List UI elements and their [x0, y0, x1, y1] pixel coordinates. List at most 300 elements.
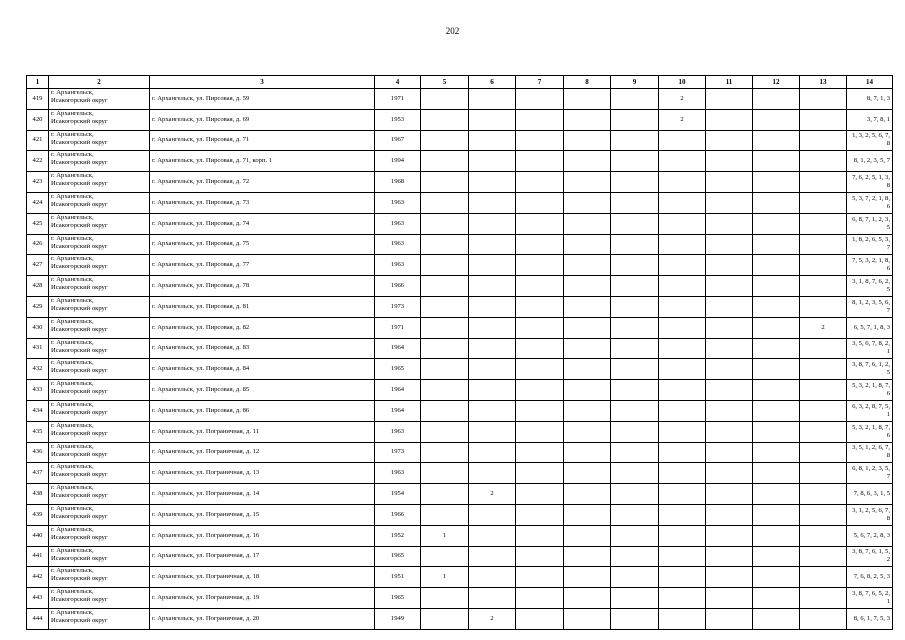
col-12-cell: [753, 338, 800, 359]
row-number-cell: 442: [27, 567, 49, 588]
col-6-cell: [469, 400, 516, 421]
row-number-cell: 428: [27, 276, 49, 297]
row-number-cell: 431: [27, 338, 49, 359]
row-number-cell: 420: [27, 109, 49, 130]
col-12-cell: [753, 359, 800, 380]
locality-district: Исакогорский округ: [51, 596, 108, 604]
col-6-cell: [469, 546, 516, 567]
locality-city: г. Архангельск,: [51, 567, 94, 575]
col-6-cell: 2: [469, 484, 516, 505]
locality-district: Исакогорский округ: [51, 159, 108, 167]
year-cell: 1952: [375, 525, 421, 546]
col-8-cell: [564, 463, 611, 484]
locality-district: Исакогорский округ: [51, 325, 108, 333]
codes-cell: 3, 1, 2, 5, 6, 7, 8: [847, 504, 893, 525]
col-8-cell: [564, 567, 611, 588]
year-cell: 1963: [375, 463, 421, 484]
col-11-cell: [706, 338, 753, 359]
row-number-cell: 432: [27, 359, 49, 380]
col-5-cell: [421, 380, 469, 401]
col-5-cell: [421, 421, 469, 442]
codes-cell: 3, 8, 7, 6, 1, 2, 5: [847, 359, 893, 380]
col-6-cell: [469, 213, 516, 234]
row-number-cell: 421: [27, 130, 49, 151]
col-6-cell: [469, 151, 516, 172]
locality-city: г. Архангельск,: [51, 588, 94, 596]
col-10-cell: [659, 588, 706, 609]
col-5-cell: [421, 317, 469, 338]
col-9-cell: [611, 234, 659, 255]
locality-city: г. Архангельск,: [51, 463, 94, 471]
locality-cell: [49, 400, 150, 421]
column-header-10: 10: [659, 76, 706, 89]
col-12-cell: [753, 588, 800, 609]
col-12-cell: [753, 380, 800, 401]
col-10-cell: [659, 484, 706, 505]
col-9-cell: [611, 525, 659, 546]
col-5-cell: [421, 172, 469, 193]
locality-cell: [49, 546, 150, 567]
col-9-cell: [611, 588, 659, 609]
col-11-cell: [706, 567, 753, 588]
column-header-2: 2: [49, 76, 150, 89]
locality-cell: [49, 213, 150, 234]
codes-cell: 3, 5, 6, 7, 8, 2, 1: [847, 338, 893, 359]
col-9-cell: [611, 172, 659, 193]
row-number-cell: 429: [27, 296, 49, 317]
locality-cell: [49, 130, 150, 151]
col-8-cell: [564, 192, 611, 213]
year-cell: 1963: [375, 192, 421, 213]
col-11-cell: [706, 276, 753, 297]
col-6-cell: [469, 421, 516, 442]
col-8-cell: [564, 234, 611, 255]
col-12-cell: [753, 525, 800, 546]
codes-cell: 6, 8, 1, 2, 3, 5, 7: [847, 463, 893, 484]
col-5-cell: [421, 130, 469, 151]
col-10-cell: [659, 192, 706, 213]
locality-district: Исакогорский округ: [51, 575, 108, 583]
locality-city: г. Архангельск,: [51, 338, 94, 346]
page-number: 202: [445, 26, 460, 36]
codes-cell: 3, 8, 7, 6, 1, 5, 2: [847, 546, 893, 567]
col-8-cell: [564, 546, 611, 567]
row-number-cell: 419: [27, 89, 49, 110]
col-13-cell: [800, 276, 847, 297]
col-6-cell: [469, 276, 516, 297]
col-11-cell: [706, 192, 753, 213]
address-cell: г. Архангельск, ул. Пограничная, д. 17: [150, 546, 375, 567]
col-12-cell: [753, 400, 800, 421]
locality-cell: [49, 317, 150, 338]
column-header-12: 12: [753, 76, 800, 89]
col-11-cell: [706, 484, 753, 505]
col-9-cell: [611, 192, 659, 213]
codes-cell: 8, 1, 2, 3, 5, 6, 7: [847, 296, 893, 317]
row-number-cell: 437: [27, 463, 49, 484]
table-row: [27, 504, 893, 525]
locality-cell: [49, 504, 150, 525]
col-12-cell: [753, 130, 800, 151]
col-10-cell: [659, 525, 706, 546]
col-11-cell: [706, 296, 753, 317]
col-7-cell: [516, 400, 564, 421]
table-row: [27, 276, 893, 297]
locality-city: г. Архангельск,: [51, 504, 94, 512]
codes-cell: 3, 7, 8, 1: [847, 109, 893, 130]
col-10-cell: [659, 442, 706, 463]
col-5-cell: [421, 400, 469, 421]
year-cell: 1994: [375, 151, 421, 172]
locality-district: Исакогорский округ: [51, 492, 108, 500]
year-cell: 1971: [375, 89, 421, 110]
col-11-cell: [706, 588, 753, 609]
col-7-cell: [516, 588, 564, 609]
col-6-cell: [469, 359, 516, 380]
year-cell: 1966: [375, 504, 421, 525]
table-row: [27, 567, 893, 588]
locality-cell: [49, 421, 150, 442]
locality-district: Исакогорский округ: [51, 97, 108, 104]
column-header-7: 7: [516, 76, 564, 89]
col-9-cell: [611, 130, 659, 151]
locality-district: Исакогорский округ: [51, 263, 108, 271]
col-10-cell: [659, 276, 706, 297]
locality-city: г. Архангельск,: [51, 130, 94, 138]
row-number-cell: 436: [27, 442, 49, 463]
table-header: [27, 76, 893, 89]
col-13-cell: [800, 296, 847, 317]
col-7-cell: [516, 380, 564, 401]
col-5-cell: [421, 484, 469, 505]
codes-cell: 8, 7, 1, 3: [847, 89, 893, 110]
locality-city: г. Архангельск,: [51, 213, 94, 221]
table-row: [27, 484, 893, 505]
locality-district: Исакогорский округ: [51, 408, 108, 416]
codes-cell: 1, 8, 2, 6, 5, 3, 7: [847, 234, 893, 255]
row-number-cell: 440: [27, 525, 49, 546]
locality-cell: [49, 192, 150, 213]
col-9-cell: [611, 400, 659, 421]
col-13-cell: [800, 463, 847, 484]
locality-city: г. Архангельск,: [51, 89, 94, 96]
col-13-cell: [800, 546, 847, 567]
col-10-cell: [659, 463, 706, 484]
col-9-cell: [611, 380, 659, 401]
col-8-cell: [564, 588, 611, 609]
row-number-cell: 439: [27, 504, 49, 525]
codes-cell: 8, 6, 1, 7, 5, 3: [847, 608, 893, 629]
address-cell: г. Архангельск, ул. Пирсовая, д. 74: [150, 213, 375, 234]
row-number-cell: 443: [27, 588, 49, 609]
locality-district: Исакогорский округ: [51, 346, 108, 354]
locality-cell: [49, 296, 150, 317]
codes-cell: 5, 6, 7, 2, 8, 3: [847, 525, 893, 546]
col-8-cell: [564, 400, 611, 421]
col-10-cell: [659, 380, 706, 401]
locality-cell: [49, 234, 150, 255]
table-row: [27, 463, 893, 484]
codes-cell: 7, 6, 2, 5, 1, 3, 8: [847, 172, 893, 193]
col-11-cell: [706, 546, 753, 567]
col-8-cell: [564, 359, 611, 380]
col-6-cell: [469, 380, 516, 401]
col-10-cell: [659, 255, 706, 276]
col-12-cell: [753, 296, 800, 317]
col-12-cell: [753, 276, 800, 297]
locality-city: г. Архангельск,: [51, 421, 94, 429]
locality-city: г. Архангельск,: [51, 380, 94, 388]
col-8-cell: [564, 213, 611, 234]
col-5-cell: [421, 546, 469, 567]
col-5-cell: [421, 338, 469, 359]
col-13-cell: [800, 400, 847, 421]
address-cell: г. Архангельск, ул. Пограничная, д. 12: [150, 442, 375, 463]
col-11-cell: [706, 172, 753, 193]
col-7-cell: [516, 130, 564, 151]
row-number-cell: 435: [27, 421, 49, 442]
col-5-cell: [421, 588, 469, 609]
col-8-cell: [564, 380, 611, 401]
col-7-cell: [516, 213, 564, 234]
col-7-cell: [516, 234, 564, 255]
col-11-cell: [706, 234, 753, 255]
col-9-cell: [611, 151, 659, 172]
codes-cell: 1, 3, 2, 5, 6, 7, 8: [847, 130, 893, 151]
col-7-cell: [516, 109, 564, 130]
col-12-cell: [753, 151, 800, 172]
locality-cell: [49, 109, 150, 130]
locality-city: г. Архангельск,: [51, 484, 94, 492]
col-8-cell: [564, 504, 611, 525]
col-7-cell: [516, 463, 564, 484]
table-row: [27, 151, 893, 172]
column-header-5: 5: [421, 76, 469, 89]
locality-district: Исакогорский округ: [51, 367, 108, 375]
col-13-cell: [800, 234, 847, 255]
col-10-cell: [659, 317, 706, 338]
locality-district: Исакогорский округ: [51, 304, 108, 312]
locality-cell: [49, 484, 150, 505]
address-cell: г. Архангельск, ул. Пирсовая, д. 85: [150, 380, 375, 401]
address-cell: г. Архангельск, ул. Пирсовая, д. 71, корп. 1: [150, 151, 375, 172]
locality-district: Исакогорский округ: [51, 138, 108, 146]
col-11-cell: [706, 109, 753, 130]
col-7-cell: [516, 192, 564, 213]
address-cell: г. Архангельск, ул. Пограничная, д. 13: [150, 463, 375, 484]
col-12-cell: [753, 255, 800, 276]
address-cell: г. Архангельск, ул. Пирсовая, д. 77: [150, 255, 375, 276]
col-10-cell: [659, 567, 706, 588]
col-12-cell: [753, 234, 800, 255]
col-13-cell: [800, 608, 847, 629]
table-row: [27, 255, 893, 276]
col-6-cell: [469, 255, 516, 276]
locality-city: г. Архангельск,: [51, 546, 94, 554]
col-5-cell: [421, 192, 469, 213]
col-10-cell: [659, 359, 706, 380]
locality-district: Исакогорский округ: [51, 450, 108, 458]
col-5-cell: [421, 255, 469, 276]
col-9-cell: [611, 504, 659, 525]
column-header-11: 11: [706, 76, 753, 89]
col-9-cell: [611, 338, 659, 359]
col-10-cell: [659, 213, 706, 234]
col-13-cell: [800, 484, 847, 505]
col-8-cell: [564, 525, 611, 546]
locality-district: Исакогорский округ: [51, 616, 108, 624]
address-cell: г. Архангельск, ул. Пограничная, д. 19: [150, 588, 375, 609]
col-13-cell: [800, 442, 847, 463]
table-row: [27, 442, 893, 463]
locality-cell: [49, 359, 150, 380]
address-cell: г. Архангельск, ул. Пирсовая, д. 72: [150, 172, 375, 193]
col-6-cell: [469, 338, 516, 359]
column-header-1: 1: [27, 76, 49, 89]
codes-cell: 3, 5, 1, 2, 6, 7, 8: [847, 442, 893, 463]
col-5-cell: [421, 276, 469, 297]
locality-cell: [49, 338, 150, 359]
column-header-8: 8: [564, 76, 611, 89]
year-cell: 1968: [375, 172, 421, 193]
locality-cell: [49, 442, 150, 463]
col-7-cell: [516, 151, 564, 172]
locality-district: Исакогорский округ: [51, 200, 108, 208]
registry-table: [26, 75, 893, 630]
locality-district: Исакогорский округ: [51, 388, 108, 396]
codes-cell: 7, 6, 8, 2, 5, 3: [847, 567, 893, 588]
year-cell: 1963: [375, 234, 421, 255]
col-7-cell: [516, 567, 564, 588]
row-number-cell: 427: [27, 255, 49, 276]
col-5-cell: [421, 109, 469, 130]
col-13-cell: [800, 421, 847, 442]
col-7-cell: [516, 421, 564, 442]
col-7-cell: [516, 255, 564, 276]
codes-cell: 5, 3, 2, 1, 8, 7, 6: [847, 421, 893, 442]
col-9-cell: [611, 109, 659, 130]
table-row: [27, 359, 893, 380]
table-row: [27, 421, 893, 442]
year-cell: 1965: [375, 588, 421, 609]
table-row: [27, 525, 893, 546]
col-13-cell: [800, 359, 847, 380]
col-10-cell: 2: [659, 109, 706, 130]
col-7-cell: [516, 546, 564, 567]
col-6-cell: [469, 588, 516, 609]
codes-cell: 3, 1, 8, 7, 6, 2, 5: [847, 276, 893, 297]
col-9-cell: [611, 359, 659, 380]
locality-cell: [49, 463, 150, 484]
column-header-13: 13: [800, 76, 847, 89]
locality-cell: [49, 588, 150, 609]
year-cell: 1973: [375, 442, 421, 463]
col-13-cell: 2: [800, 317, 847, 338]
col-7-cell: [516, 442, 564, 463]
col-5-cell: [421, 151, 469, 172]
col-10-cell: [659, 338, 706, 359]
year-cell: 1953: [375, 109, 421, 130]
col-12-cell: [753, 442, 800, 463]
table-row: [27, 296, 893, 317]
col-7-cell: [516, 89, 564, 110]
locality-city: г. Архангельск,: [51, 317, 94, 325]
col-11-cell: [706, 317, 753, 338]
col-6-cell: [469, 317, 516, 338]
col-9-cell: [611, 296, 659, 317]
col-7-cell: [516, 296, 564, 317]
locality-city: г. Архангельск,: [51, 608, 94, 616]
table-row: [27, 380, 893, 401]
col-9-cell: [611, 608, 659, 629]
codes-cell: 3, 8, 7, 6, 5, 2, 1: [847, 588, 893, 609]
locality-city: г. Архангельск,: [51, 525, 94, 533]
locality-city: г. Архангельск,: [51, 400, 94, 408]
col-12-cell: [753, 89, 800, 110]
col-8-cell: [564, 255, 611, 276]
col-13-cell: [800, 255, 847, 276]
col-10-cell: [659, 421, 706, 442]
col-9-cell: [611, 442, 659, 463]
locality-district: Исакогорский округ: [51, 242, 108, 250]
col-8-cell: [564, 130, 611, 151]
year-cell: 1971: [375, 317, 421, 338]
col-8-cell: [564, 421, 611, 442]
col-6-cell: [469, 525, 516, 546]
column-header-4: 4: [375, 76, 421, 89]
col-9-cell: [611, 89, 659, 110]
locality-city: г. Архангельск,: [51, 255, 94, 263]
col-10-cell: [659, 608, 706, 629]
row-number-cell: 433: [27, 380, 49, 401]
locality-cell: [49, 172, 150, 193]
locality-cell: [49, 567, 150, 588]
locality-city: г. Архангельск,: [51, 296, 94, 304]
table-row: [27, 130, 893, 151]
locality-cell: [49, 255, 150, 276]
col-10-cell: [659, 130, 706, 151]
codes-cell: 6, 8, 7, 1, 2, 3, 5: [847, 213, 893, 234]
col-8-cell: [564, 151, 611, 172]
col-10-cell: [659, 504, 706, 525]
col-9-cell: [611, 567, 659, 588]
col-7-cell: [516, 172, 564, 193]
col-12-cell: [753, 504, 800, 525]
col-5-cell: [421, 89, 469, 110]
col-8-cell: [564, 89, 611, 110]
address-cell: г. Архангельск, ул. Пирсовая, д. 75: [150, 234, 375, 255]
locality-district: Исакогорский округ: [51, 533, 108, 541]
col-6-cell: [469, 192, 516, 213]
table-row: [27, 192, 893, 213]
col-11-cell: [706, 213, 753, 234]
locality-cell: [49, 525, 150, 546]
col-5-cell: [421, 504, 469, 525]
col-7-cell: [516, 504, 564, 525]
table-row: [27, 338, 893, 359]
table-row: [27, 588, 893, 609]
col-13-cell: [800, 130, 847, 151]
table-row: [27, 89, 893, 110]
address-cell: г. Архангельск, ул. Пограничная, д. 11: [150, 421, 375, 442]
col-12-cell: [753, 172, 800, 193]
row-number-cell: 434: [27, 400, 49, 421]
col-6-cell: [469, 504, 516, 525]
table-row: [27, 172, 893, 193]
year-cell: 1965: [375, 546, 421, 567]
col-11-cell: [706, 608, 753, 629]
year-cell: 1963: [375, 255, 421, 276]
